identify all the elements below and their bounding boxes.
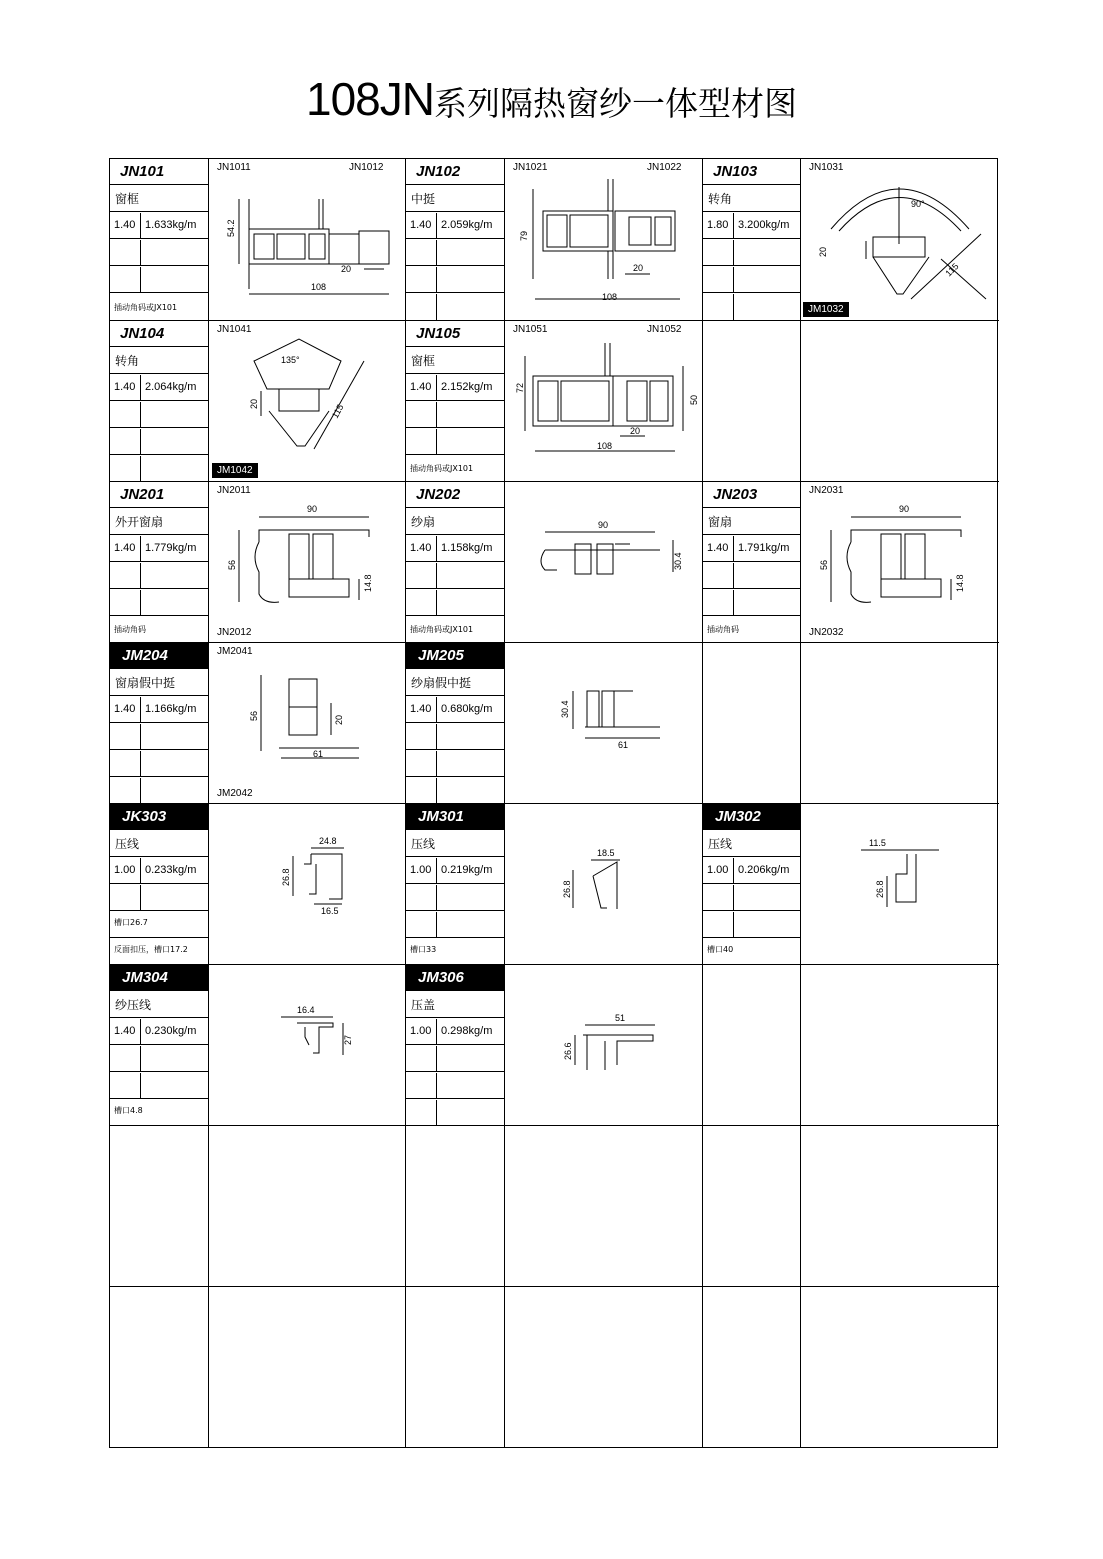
empty-cell [406, 1287, 505, 1447]
empty-cell [703, 1287, 801, 1447]
note-jk303-reverse: 反面扣压，槽口17.2 [114, 945, 188, 954]
info-jm205 [406, 643, 505, 804]
empty-cell [703, 643, 801, 804]
name-jn202: 纱扇 [406, 509, 504, 535]
drawing-jm302 [801, 804, 999, 965]
profile-jn103-svg [801, 159, 999, 321]
thickness-jm204: 1.40 [110, 697, 141, 722]
empty-cell [801, 643, 999, 804]
dim-jn102-height: 79 [519, 230, 529, 241]
name-jm302: 压线 [703, 831, 801, 857]
name-jn105: 窗框 [406, 348, 504, 374]
weight-jn103: 3.200kg/m [738, 219, 790, 231]
code-jn104: JN104 [110, 321, 208, 347]
note-jm302: 槽口40 [707, 945, 734, 954]
name-jn102: 中挺 [406, 186, 504, 212]
dim-jm204-61: 61 [313, 749, 324, 759]
drawing-jn203 [801, 482, 999, 643]
drawing-jn201 [209, 482, 406, 643]
weight-jn105: 2.152kg/m [441, 381, 493, 393]
thickness-jn203: 1.40 [703, 536, 734, 561]
name-jn103: 转角 [703, 186, 801, 212]
name-jn201: 外开窗扇 [110, 509, 208, 535]
dim-jn105-width: 108 [597, 441, 613, 451]
profile-jn101-svg [209, 159, 406, 321]
info-jm302 [703, 804, 801, 965]
weight-jn201: 1.779kg/m [145, 542, 197, 554]
profile-jk303-svg [209, 804, 406, 965]
info-jn202 [406, 482, 505, 643]
dim-jn103-115: 115 [943, 261, 961, 279]
weight-jn202: 1.158kg/m [441, 542, 493, 554]
dim-jn203-14: 14.8 [955, 574, 965, 592]
code-jn102: JN102 [406, 159, 504, 185]
note-jn201: 插动角码 [114, 625, 146, 634]
empty-cell [110, 1126, 209, 1287]
info-jn104 [110, 321, 209, 482]
code-jn101: JN101 [110, 159, 208, 185]
dim-jn104-20: 20 [249, 398, 259, 409]
weight-jm204: 1.166kg/m [145, 703, 197, 715]
drawing-jm205 [505, 643, 703, 804]
title-main: 108JN [306, 73, 434, 125]
name-jn203: 窗扇 [703, 509, 801, 535]
dim-jn103-20: 20 [818, 246, 828, 257]
label-jn1031: JN1031 [809, 162, 844, 173]
weight-jm302: 0.206kg/m [738, 864, 790, 876]
weight-jn203: 1.791kg/m [738, 542, 790, 554]
dim-jn101-20: 20 [341, 264, 352, 274]
thickness-jn105: 1.40 [406, 375, 437, 400]
dim-jn203-90: 90 [899, 504, 910, 514]
label-jn1021: JN1021 [513, 162, 548, 173]
profile-jm204-svg [209, 643, 406, 804]
note-jn203: 插动角码 [707, 625, 739, 634]
label-jn2012: JN2012 [217, 627, 252, 638]
note-jm304: 槽口4.8 [114, 1106, 143, 1115]
empty-cell [209, 1287, 406, 1447]
dim-jm302-11: 11.5 [869, 838, 886, 848]
code-jm301: JM301 [406, 804, 504, 830]
tag-jm1032: JM1032 [803, 302, 849, 317]
label-jn2031: JN2031 [809, 485, 844, 496]
thickness-jm306: 1.00 [406, 1019, 437, 1044]
dim-jm306-51: 51 [615, 1013, 626, 1023]
info-jm306 [406, 965, 505, 1126]
tag-jm1042: JM1042 [212, 463, 258, 478]
dim-jn105-20: 20 [630, 426, 641, 436]
drawing-jk303 [209, 804, 406, 965]
thickness-jn104: 1.40 [110, 375, 141, 400]
profile-jn201-svg [209, 482, 406, 643]
thickness-jk303: 1.00 [110, 858, 141, 883]
drawing-jm306 [505, 965, 703, 1126]
profile-jm304-svg [209, 965, 406, 1126]
drawing-jm204 [209, 643, 406, 804]
empty-cell [703, 965, 801, 1126]
thickness-jn201: 1.40 [110, 536, 141, 561]
info-jn101 [110, 159, 209, 321]
note-jk303-slot: 槽口26.7 [114, 918, 148, 927]
note-jn105: 插动角码或JX101 [410, 464, 474, 473]
thickness-jm304: 1.40 [110, 1019, 141, 1044]
profile-grid [109, 158, 998, 1448]
dim-jm204-56: 56 [249, 710, 259, 721]
info-jn103 [703, 159, 801, 321]
code-jm302: JM302 [703, 804, 801, 830]
dim-jk303-26: 26.8 [281, 868, 291, 886]
drawing-jm304 [209, 965, 406, 1126]
name-jn104: 转角 [110, 348, 208, 374]
weight-jm304: 0.230kg/m [145, 1025, 197, 1037]
weight-jn101: 1.633kg/m [145, 219, 197, 231]
dim-jn201-14: 14.8 [363, 574, 373, 592]
weight-jn104: 2.064kg/m [145, 381, 197, 393]
drawing-jn101 [209, 159, 406, 321]
code-jm304: JM304 [110, 965, 208, 991]
empty-cell [505, 1126, 703, 1287]
page-title [0, 72, 1103, 126]
thickness-jn102: 1.40 [406, 213, 437, 238]
dim-jm301-18: 18.5 [597, 848, 615, 858]
empty-cell [406, 1126, 505, 1287]
dim-jm205-61: 61 [618, 740, 629, 750]
dim-jn103-angle: 90° [911, 199, 925, 209]
drawing-jm301 [505, 804, 703, 965]
name-jm306: 压盖 [406, 992, 504, 1018]
label-jn1041: JN1041 [217, 324, 252, 335]
profile-jn104-svg [209, 321, 406, 482]
weight-jm306: 0.298kg/m [441, 1025, 493, 1037]
note-jn101: 插动角码或JX101 [114, 303, 178, 312]
info-jk303 [110, 804, 209, 965]
dim-jm304-27: 27 [343, 1034, 353, 1045]
dim-jk303-24: 24.8 [319, 836, 337, 846]
empty-cell [801, 965, 999, 1126]
dim-jn202-90: 90 [598, 520, 609, 530]
dim-jm302-26: 26.8 [875, 880, 885, 898]
empty-cell [801, 1126, 999, 1287]
code-jm205: JM205 [406, 643, 504, 669]
info-jm204 [110, 643, 209, 804]
label-jn1051: JN1051 [513, 324, 548, 335]
empty-cell [209, 1126, 406, 1287]
profile-jm302-svg [801, 804, 999, 965]
name-jk303: 压线 [110, 831, 208, 857]
empty-cell [505, 1287, 703, 1447]
note-jm301: 槽口33 [410, 945, 437, 954]
profile-jm205-svg [505, 643, 703, 804]
label-jm2041: JM2041 [217, 646, 253, 657]
dim-jn201-56: 56 [227, 559, 237, 570]
code-jn103: JN103 [703, 159, 801, 185]
dim-jn101-width: 108 [311, 282, 327, 292]
label-jn2032: JN2032 [809, 627, 844, 638]
info-jn201 [110, 482, 209, 643]
label-jn1052: JN1052 [647, 324, 682, 335]
empty-cell [801, 321, 999, 482]
dim-jn102-20: 20 [633, 263, 644, 273]
dim-jn202-30: 30.4 [673, 552, 683, 570]
thickness-jm302: 1.00 [703, 858, 734, 883]
name-jm304: 纱压线 [110, 992, 208, 1018]
code-jk303: JK303 [110, 804, 208, 830]
drawing-jn104 [209, 321, 406, 482]
info-jm304 [110, 965, 209, 1126]
profile-jn202-svg [505, 482, 703, 643]
dim-jn105-72: 72 [515, 382, 525, 393]
weight-jn102: 2.059kg/m [441, 219, 493, 231]
dim-jn203-56: 56 [819, 559, 829, 570]
dim-jm306-26: 26.6 [563, 1042, 573, 1060]
dim-jm204-20: 20 [334, 714, 344, 725]
thickness-jm205: 1.40 [406, 697, 437, 722]
dim-jn101-height: 54.2 [226, 219, 236, 237]
thickness-jn101: 1.40 [110, 213, 141, 238]
empty-cell [703, 321, 801, 482]
label-jn1011: JN1011 [217, 162, 251, 173]
dim-jn104-angle: 135° [281, 355, 300, 365]
profile-jn203-svg [801, 482, 999, 643]
note-jn202: 插动角码或JX101 [410, 625, 474, 634]
weight-jm301: 0.219kg/m [441, 864, 493, 876]
drawing-jn102 [505, 159, 703, 321]
drawing-jn105 [505, 321, 703, 482]
name-jn101: 窗框 [110, 186, 208, 212]
title-sub: 系列隔热窗纱一体型材图 [433, 84, 797, 123]
profile-jm306-svg [505, 965, 703, 1126]
dim-jm205-30: 30.4 [560, 700, 570, 718]
thickness-jm301: 1.00 [406, 858, 437, 883]
code-jn203: JN203 [703, 482, 801, 508]
empty-cell [110, 1287, 209, 1447]
info-jn203 [703, 482, 801, 643]
dim-jm301-26: 26.8 [562, 880, 572, 898]
info-jn105 [406, 321, 505, 482]
info-jm301 [406, 804, 505, 965]
profile-jn105-svg [505, 321, 703, 482]
label-jm2042: JM2042 [217, 788, 253, 799]
weight-jk303: 0.233kg/m [145, 864, 197, 876]
code-jm204: JM204 [110, 643, 208, 669]
drawing-jn202 [505, 482, 703, 643]
name-jm204: 窗扇假中挺 [110, 670, 208, 696]
profile-jn102-svg [505, 159, 703, 321]
empty-cell [801, 1287, 999, 1447]
dim-jn105-50: 50 [689, 394, 699, 405]
label-jn2011: JN2011 [217, 485, 251, 496]
dim-jn102-width: 108 [602, 292, 618, 302]
label-jn1022: JN1022 [647, 162, 682, 173]
dim-jn104-115: 115 [329, 402, 346, 420]
code-jn201: JN201 [110, 482, 208, 508]
thickness-jn103: 1.80 [703, 213, 734, 238]
code-jm306: JM306 [406, 965, 504, 991]
thickness-jn202: 1.40 [406, 536, 437, 561]
dim-jn201-90: 90 [307, 504, 318, 514]
drawing-jn103 [801, 159, 999, 321]
profile-jm301-svg [505, 804, 703, 965]
code-jn105: JN105 [406, 321, 504, 347]
empty-cell [703, 1126, 801, 1287]
info-jn102 [406, 159, 505, 321]
name-jm205: 纱扇假中挺 [406, 670, 504, 696]
dim-jm304-16: 16.4 [297, 1005, 315, 1015]
code-jn202: JN202 [406, 482, 504, 508]
dim-jk303-16: 16.5 [321, 906, 339, 916]
label-jn1012: JN1012 [349, 162, 384, 173]
weight-jm205: 0.680kg/m [441, 703, 493, 715]
name-jm301: 压线 [406, 831, 504, 857]
